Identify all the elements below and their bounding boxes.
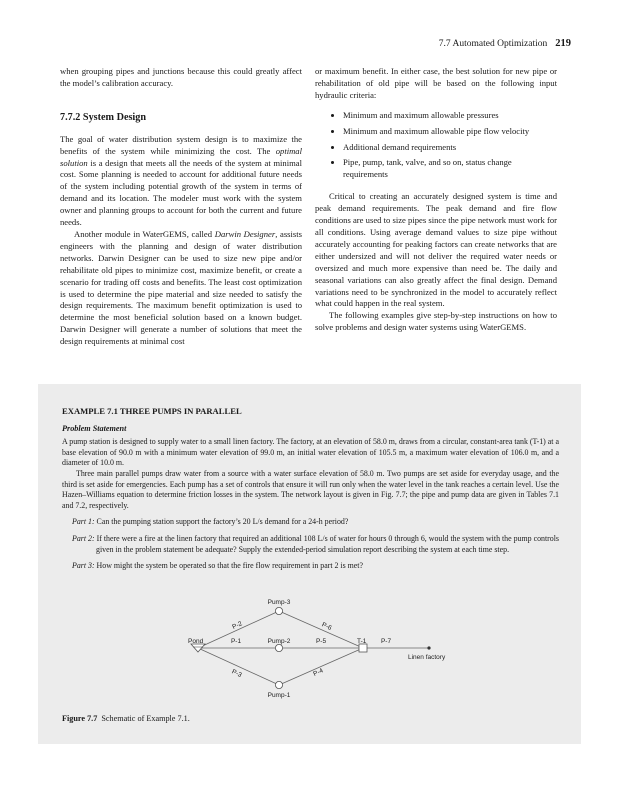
pump-1-label: Pump-1 bbox=[267, 692, 291, 699]
example-title: EXAMPLE 7.1 THREE PUMPS IN PARALLEL bbox=[62, 406, 242, 416]
example-part-1: Part 1: Can the pumping station support the factory’s 20 L/s demand for a 24-h period? bbox=[72, 517, 349, 527]
right-paragraph-2: The following examples give step-by-step instructions on how to solve problems and design water systems using WaterGEMS. bbox=[315, 310, 557, 333]
running-header bbox=[439, 38, 571, 49]
left-column bbox=[60, 66, 302, 348]
example-subtitle: Problem Statement bbox=[62, 423, 127, 433]
right-paragraph-1: Critical to creating an accurately designed system is time and peak demand requirements. The peak demand and fire flow conditions are used to size pipes since the pipe network must work for all conditions. Using average demand values to size pipe without accurately accounting for peaking factors can create networks that are either undersized and will not deliver the required water needs or oversized and much more expensive than need be. The daily and seasonal variations can also greatly affect the final design. Demand variations need to be synchronized in the model to accurately reflect what could happen in the real system. bbox=[315, 191, 557, 309]
pipe-p5-label: P-5 bbox=[315, 638, 327, 645]
example-paragraph-1: A pump station is designed to supply water to a small linen factory. The factory, at an elevation of 58.0 m, draws from a circular, constant-area tank (T-1) at a base elevation of 90.0 m with a minimum water elevation of 99.0 m, an initial water elevation of 105.5 m, a maximum water elevation of 106.0 m, and a diameter of 10.0 m. bbox=[62, 437, 559, 468]
figure-caption: Figure 7.7 Schematic of Example 7.1. bbox=[62, 714, 190, 723]
list-item: • Pipe, pump, tank, valve, and so on, status change requirements bbox=[343, 157, 557, 181]
left-paragraph-1: The goal of water distribution system design is to maximize the benefits of the system while minimizing the cost. The optimal solution is a design that meets all the needs of the system at minimal cost. Some planning is needed to account for additional future needs of the system including potential growth of the system in terms of demand and its location. The modeler must work with the system owner and planning groups to account for both the current and future needs. bbox=[60, 133, 302, 228]
pump-2-label: Pump-2 bbox=[267, 638, 291, 645]
page-number: 219 bbox=[555, 38, 571, 49]
example-paragraph-2: Three main parallel pumps draw water from a source with a water surface elevation of 58.0 m. Two pumps are set aside for everyday usage, and the third is set aside for emergencies. Each pump has a set of controls that ensure it will run only when the water level in the tank reaches a certain level. Use the Hazen–Williams equation to determine friction losses in the system. The network layout is given in Fig. 7.7; the pipe and pump data are given in Tables 7.1 and 7.2, respectively. bbox=[62, 468, 559, 510]
pump-3-icon bbox=[275, 607, 282, 614]
list-item: • Minimum and maximum allowable pressures bbox=[343, 110, 557, 122]
tank-icon bbox=[359, 644, 367, 652]
pump-1-icon bbox=[275, 681, 282, 688]
right-continuation: or maximum benefit. In either case, the best solution for new pipe or rehabilitation of old pipe will be based on the following input hydraulic criteria: bbox=[315, 66, 557, 100]
section-title: 7.7.2 System Design bbox=[60, 111, 147, 123]
network-schematic bbox=[186, 598, 456, 710]
header-section: 7.7 Automated Optimization bbox=[438, 39, 548, 49]
example-part-2: Part 2: If there were a fire at the linen factory that required an additional 108 L/s of water for hours 0 through 6, would the system with the pump controls given in the problem statement be adequate? Supply the extended-period simulation report describing the system at each time step. bbox=[72, 533, 559, 554]
pipe-p4-label: P-4 bbox=[312, 667, 325, 678]
pipe-p7-label: P-7 bbox=[380, 638, 392, 645]
tank-label: T-1 bbox=[357, 638, 367, 645]
pipe-p3-line bbox=[198, 648, 279, 685]
left-continuation: when grouping pipes and junctions because this could greatly affect the model’s calibration accuracy. bbox=[60, 66, 302, 88]
list-item: • Additional demand requirements bbox=[343, 142, 557, 154]
example-box bbox=[38, 384, 581, 744]
pipe-p6-label: P-6 bbox=[320, 621, 333, 632]
pond-label: Pond bbox=[188, 638, 204, 645]
example-part-3: Part 3: How might the system be operated so that the fire flow requirement in part 2 is met? bbox=[72, 561, 364, 571]
pipe-p1-label: P-1 bbox=[230, 638, 242, 645]
pipe-p3-label: P-3 bbox=[230, 668, 243, 679]
right-column bbox=[315, 66, 557, 334]
list-item: • Minimum and maximum allowable pipe flow velocity bbox=[343, 126, 557, 138]
junction-node-icon bbox=[427, 646, 430, 649]
criteria-list bbox=[315, 110, 557, 182]
factory-label: Linen factory bbox=[408, 654, 446, 661]
pump-3-label: Pump-3 bbox=[267, 599, 291, 606]
pump-2-icon bbox=[275, 644, 282, 651]
pipe-p2-label: P-2 bbox=[231, 620, 244, 631]
left-paragraph-2: Another module in WaterGEMS, called Darwin Designer, assists engineers with the planning and design of water distribution networks. Darwin Designer can be used to size new pipe and/or rehabilitate old pipes to minimize cost, maximize benefit, or create a scenario for trading off costs and benefits. The least cost optimization is used to determine the pipe material and size needed to satisfy the design requirements. The maximum benefit optimization is used to determine the most beneficial solution based on a known budget. Darwin Designer will generate a number of solutions that meet the design requirements at minimal cost bbox=[60, 228, 302, 347]
